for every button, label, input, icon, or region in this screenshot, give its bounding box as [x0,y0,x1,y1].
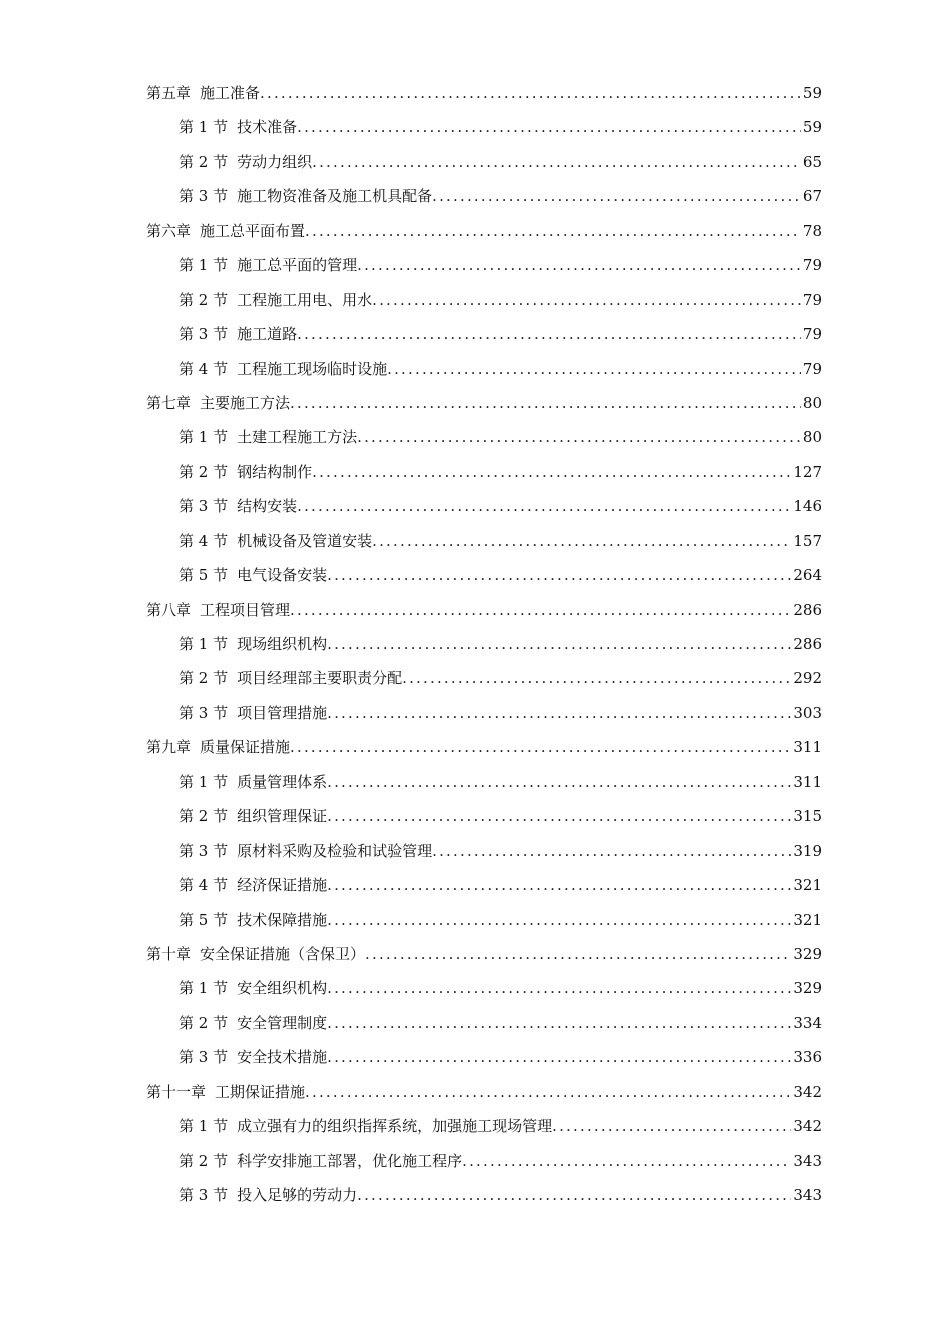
toc-entry-title: 工期保证措施 [215,1082,306,1101]
toc-entry-number: 第 3 节 [179,187,229,206]
toc-entry-title: 工程项目管理 [200,600,291,619]
toc-entry-title: 原材料采购及检验和试验管理 [237,841,433,860]
toc-dot-leader [327,799,791,833]
toc-section-entry[interactable] [0,1006,950,1040]
toc-entry-page-number: 321 [793,910,822,929]
toc-section-entry[interactable] [0,489,950,523]
toc-entry-number: 第 5 节 [179,910,229,929]
toc-section-entry[interactable] [0,455,950,489]
toc-entry-title: 主要施工方法 [200,393,291,412]
toc-entry-number: 第 2 节 [179,1151,229,1170]
toc-entry-number: 第 2 节 [179,807,229,826]
toc-entry-number: 第六章 [146,221,192,240]
toc-chapter-entry[interactable] [0,1075,950,1109]
toc-entry-number: 第 1 节 [179,118,229,137]
toc-entry-number: 第五章 [146,84,192,102]
toc-dot-leader [387,352,801,386]
toc-entry-number: 第 2 节 [179,290,229,309]
toc-section-entry[interactable] [0,661,950,695]
toc-entry-page-number: 59 [802,118,822,137]
toc-entry-number: 第十章 [146,944,192,963]
toc-section-entry[interactable] [0,1109,950,1143]
toc-entry-page-number: 286 [793,635,822,653]
toc-entry-page-number: 321 [793,876,822,895]
toc-entry-number: 第 1 节 [179,256,229,275]
toc-entry-number: 第 5 节 [179,566,229,585]
toc-section-entry[interactable] [0,868,950,902]
toc-section-entry[interactable] [0,283,950,317]
toc-entry-title: 机械设备及管道安装 [237,531,373,550]
toc-dot-leader [290,730,791,764]
toc-dot-leader [297,110,801,144]
toc-section-entry[interactable] [0,1178,950,1212]
toc-entry-number: 第 1 节 [179,428,229,447]
toc-entry-title: 项目管理措施 [237,703,328,722]
toc-entry-page-number: 146 [793,497,822,516]
toc-entry-title: 成立强有力的组织指挥系统，加强施工现场管理 [237,1117,553,1136]
toc-entry-number: 第 4 节 [179,359,229,378]
toc-dot-leader [297,489,791,523]
toc-entry-title: 技术准备 [237,118,298,137]
toc-section-entry[interactable] [0,696,950,730]
toc-entry-page-number: 319 [793,841,822,860]
toc-entry-title: 施工物资准备及施工机具配备 [237,187,433,206]
toc-dot-leader [357,420,801,454]
toc-entry-title: 结构安装 [237,497,298,516]
toc-entry-number: 第八章 [146,600,192,619]
toc-entry-page-number: 343 [793,1151,822,1170]
toc-entry-title: 安全管理制度 [237,1013,328,1032]
toc-entry-number: 第 2 节 [179,1013,229,1032]
toc-chapter-entry[interactable] [0,214,950,248]
toc-entry-title: 经济保证措施 [237,876,328,895]
toc-entry-page-number: 79 [802,359,822,378]
toc-dot-leader [305,214,801,248]
toc-dot-leader [357,1178,791,1212]
toc-entry-title: 现场组织机构 [237,635,328,653]
toc-dot-leader [327,903,791,937]
toc-entry-number: 第 4 节 [179,531,229,550]
toc-dot-leader [297,317,801,351]
toc-dot-leader [372,283,801,317]
toc-entry-number: 第 3 节 [179,841,229,860]
toc-entry-title: 土建工程施工方法 [237,428,358,447]
toc-dot-leader [305,1075,791,1109]
toc-entry-title: 施工总平面布置 [200,221,306,240]
toc-entry-number: 第 1 节 [179,979,229,998]
toc-entry-page-number: 343 [793,1186,822,1204]
toc-entry-title: 施工准备 [200,84,261,102]
toc-entry-title: 施工总平面的管理 [237,256,358,275]
toc-section-entry[interactable] [0,110,950,144]
toc-entry-page-number: 65 [802,152,822,171]
toc-dot-leader [290,386,801,420]
toc-section-entry[interactable] [0,1040,950,1074]
toc-entry-number: 第 2 节 [179,669,229,688]
toc-entry-number: 第 3 节 [179,497,229,516]
toc-entry-page-number: 59 [802,84,822,102]
toc-chapter-entry[interactable] [0,76,950,110]
toc-entry-page-number: 342 [793,1082,822,1101]
toc-dot-leader [327,971,791,1005]
toc-section-entry[interactable] [0,834,950,868]
toc-dot-leader [402,661,791,695]
toc-entry-number: 第 3 节 [179,1048,229,1067]
toc-section-entry[interactable] [0,248,950,282]
toc-entry-title: 组织管理保证 [237,807,328,826]
toc-entry-number: 第 2 节 [179,462,229,481]
toc-chapter-entry[interactable] [0,593,950,627]
toc-entry-page-number: 329 [793,979,822,998]
toc-entry-number: 第九章 [146,738,192,757]
toc-entry-number: 第 3 节 [179,325,229,344]
toc-section-entry[interactable] [0,524,950,558]
toc-entry-title: 安全组织机构 [237,979,328,998]
toc-entry-number: 第 1 节 [179,772,229,791]
toc-section-entry[interactable] [0,765,950,799]
toc-entry-title: 钢结构制作 [237,462,313,481]
toc-section-entry[interactable] [0,558,950,592]
table-of-contents [0,76,950,1212]
toc-entry-number: 第 3 节 [179,1186,229,1204]
toc-chapter-entry[interactable] [0,386,950,420]
toc-section-entry[interactable] [0,420,950,454]
toc-entry-title: 工程施工现场临时设施 [237,359,388,378]
toc-entry-page-number: 78 [802,221,822,240]
toc-dot-leader [432,834,791,868]
toc-dot-leader [365,937,791,971]
toc-entry-title: 质量保证措施 [200,738,291,757]
toc-entry-title: 科学安排施工部署，优化施工程序 [237,1151,463,1170]
toc-entry-page-number: 127 [793,462,822,481]
toc-section-entry[interactable] [0,1144,950,1178]
toc-entry-number: 第 4 节 [179,876,229,895]
toc-section-entry[interactable] [0,903,950,937]
toc-dot-leader [327,1006,791,1040]
toc-dot-leader [327,1040,791,1074]
toc-entry-title: 项目经理部主要职责分配 [237,669,403,688]
toc-dot-leader [312,455,791,489]
toc-entry-title: 安全保证措施（含保卫） [200,944,366,963]
toc-section-entry[interactable] [0,352,950,386]
toc-entry-number: 第十一章 [146,1082,207,1101]
toc-dot-leader [327,765,791,799]
toc-entry-title: 劳动力组织 [237,152,313,171]
toc-dot-leader [462,1144,791,1178]
toc-entry-page-number: 80 [802,428,822,447]
toc-section-entry[interactable] [0,145,950,179]
toc-dot-leader [327,696,791,730]
toc-section-entry[interactable] [0,627,950,661]
toc-entry-page-number: 264 [793,566,822,585]
toc-chapter-entry[interactable] [0,730,950,764]
toc-entry-number: 第七章 [146,393,192,412]
toc-entry-page-number: 79 [802,290,822,309]
toc-entry-page-number: 67 [802,187,822,206]
toc-dot-leader [327,558,791,592]
toc-entry-page-number: 303 [793,703,822,722]
toc-entry-page-number: 79 [802,325,822,344]
toc-entry-number: 第 1 节 [179,635,229,653]
toc-entry-number: 第 2 节 [179,152,229,171]
toc-dot-leader [312,145,801,179]
toc-entry-page-number: 157 [793,531,822,550]
toc-entry-title: 安全技术措施 [237,1048,328,1067]
toc-chapter-entry[interactable] [0,937,950,971]
toc-section-entry[interactable] [0,799,950,833]
toc-dot-leader [260,76,801,110]
toc-entry-title: 工程施工用电、用水 [237,290,373,309]
toc-entry-page-number: 336 [793,1048,822,1067]
toc-entry-title: 质量管理体系 [237,772,328,791]
toc-entry-page-number: 311 [793,772,822,791]
toc-entry-number: 第 3 节 [179,703,229,722]
toc-section-entry[interactable] [0,317,950,351]
toc-entry-page-number: 329 [793,944,822,963]
toc-dot-leader [357,248,801,282]
toc-entry-title: 技术保障措施 [237,910,328,929]
toc-entry-page-number: 342 [793,1117,822,1136]
toc-section-entry[interactable] [0,971,950,1005]
toc-entry-title: 电气设备安装 [237,566,328,585]
toc-dot-leader [552,1109,791,1143]
toc-entry-title: 施工道路 [237,325,298,344]
toc-dot-leader [290,593,791,627]
toc-entry-number: 第 1 节 [179,1117,229,1136]
toc-entry-page-number: 286 [793,600,822,619]
toc-entry-page-number: 315 [793,807,822,826]
toc-entry-title: 投入足够的劳动力 [237,1186,358,1204]
toc-entry-page-number: 80 [802,393,822,412]
toc-entry-page-number: 311 [793,738,822,757]
toc-dot-leader [372,524,791,558]
toc-dot-leader [327,868,791,902]
toc-dot-leader [432,179,801,213]
toc-section-entry[interactable] [0,179,950,213]
toc-entry-page-number: 79 [802,256,822,275]
toc-dot-leader [327,627,791,661]
toc-entry-page-number: 292 [793,669,822,688]
toc-entry-page-number: 334 [793,1013,822,1032]
